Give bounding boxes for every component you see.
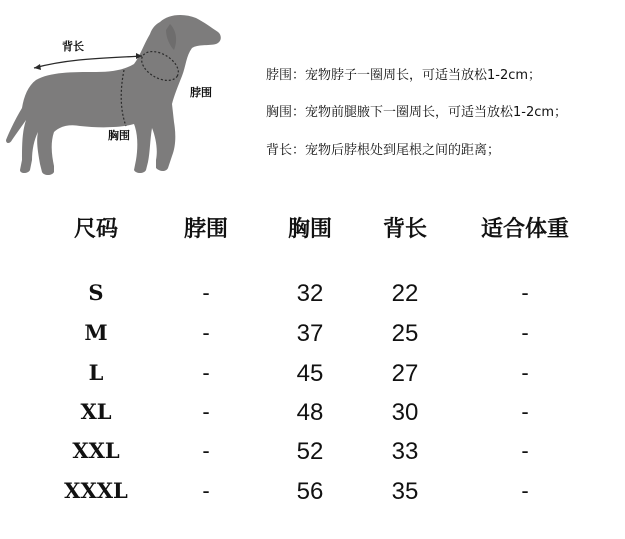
cell-neck: - xyxy=(202,280,210,305)
cell-chest: 45 xyxy=(296,360,324,387)
back-length-arrow-left xyxy=(34,64,41,70)
cell-chest: 52 xyxy=(296,438,324,465)
table-row xyxy=(0,360,625,398)
header-chest: 胸围 xyxy=(287,217,333,242)
cell-neck: - xyxy=(202,399,210,424)
cell-chest: 37 xyxy=(296,320,324,347)
cell-back: 27 xyxy=(391,360,419,387)
cell-back: 33 xyxy=(391,438,419,465)
neck-label: 脖围 xyxy=(190,86,212,99)
dog-measurement-figure xyxy=(0,0,240,190)
cell-back: 22 xyxy=(391,280,419,307)
note-neck: 脖围：宠物脖子一圈周长，可适当放松1-2cm； xyxy=(266,68,542,83)
header-back: 背长 xyxy=(382,217,428,242)
cell-back: 25 xyxy=(391,320,419,347)
cell-neck: - xyxy=(202,320,210,345)
cell-chest: 48 xyxy=(296,399,324,426)
dog-body xyxy=(6,15,221,175)
table-row xyxy=(0,478,625,516)
cell-neck: - xyxy=(202,478,210,503)
back-length-label: 背长 xyxy=(62,40,84,53)
cell-size: M xyxy=(84,320,108,345)
cell-weight: - xyxy=(521,438,529,463)
table-row xyxy=(0,320,625,358)
cell-weight: - xyxy=(521,360,529,385)
header-size: 尺码 xyxy=(73,217,119,242)
cell-neck: - xyxy=(202,360,210,385)
table-row xyxy=(0,399,625,437)
cell-chest: 32 xyxy=(296,280,324,307)
cell-chest: 56 xyxy=(296,478,324,505)
note-chest: 胸围：宠物前腿腋下一圈周长，可适当放松1-2cm； xyxy=(266,105,568,120)
cell-weight: - xyxy=(521,320,529,345)
table-row xyxy=(0,438,625,476)
cell-weight: - xyxy=(521,478,529,503)
header-neck: 脖围 xyxy=(183,217,229,242)
note-back: 背长：宠物后脖根处到尾根之间的距离； xyxy=(266,143,501,158)
cell-neck: - xyxy=(202,438,210,463)
cell-weight: - xyxy=(521,399,529,424)
table-row xyxy=(0,280,625,318)
cell-back: 35 xyxy=(391,478,419,505)
cell-weight: - xyxy=(521,280,529,305)
chest-label: 胸围 xyxy=(108,129,130,142)
cell-size: XXL xyxy=(72,438,120,463)
header-weight: 适合体重 xyxy=(480,217,570,242)
back-length-line xyxy=(34,56,142,68)
cell-size: XXXL xyxy=(64,478,128,503)
cell-size: L xyxy=(88,360,104,385)
cell-size: S xyxy=(88,280,104,305)
cell-back: 30 xyxy=(391,399,419,426)
cell-size: XL xyxy=(80,399,112,424)
